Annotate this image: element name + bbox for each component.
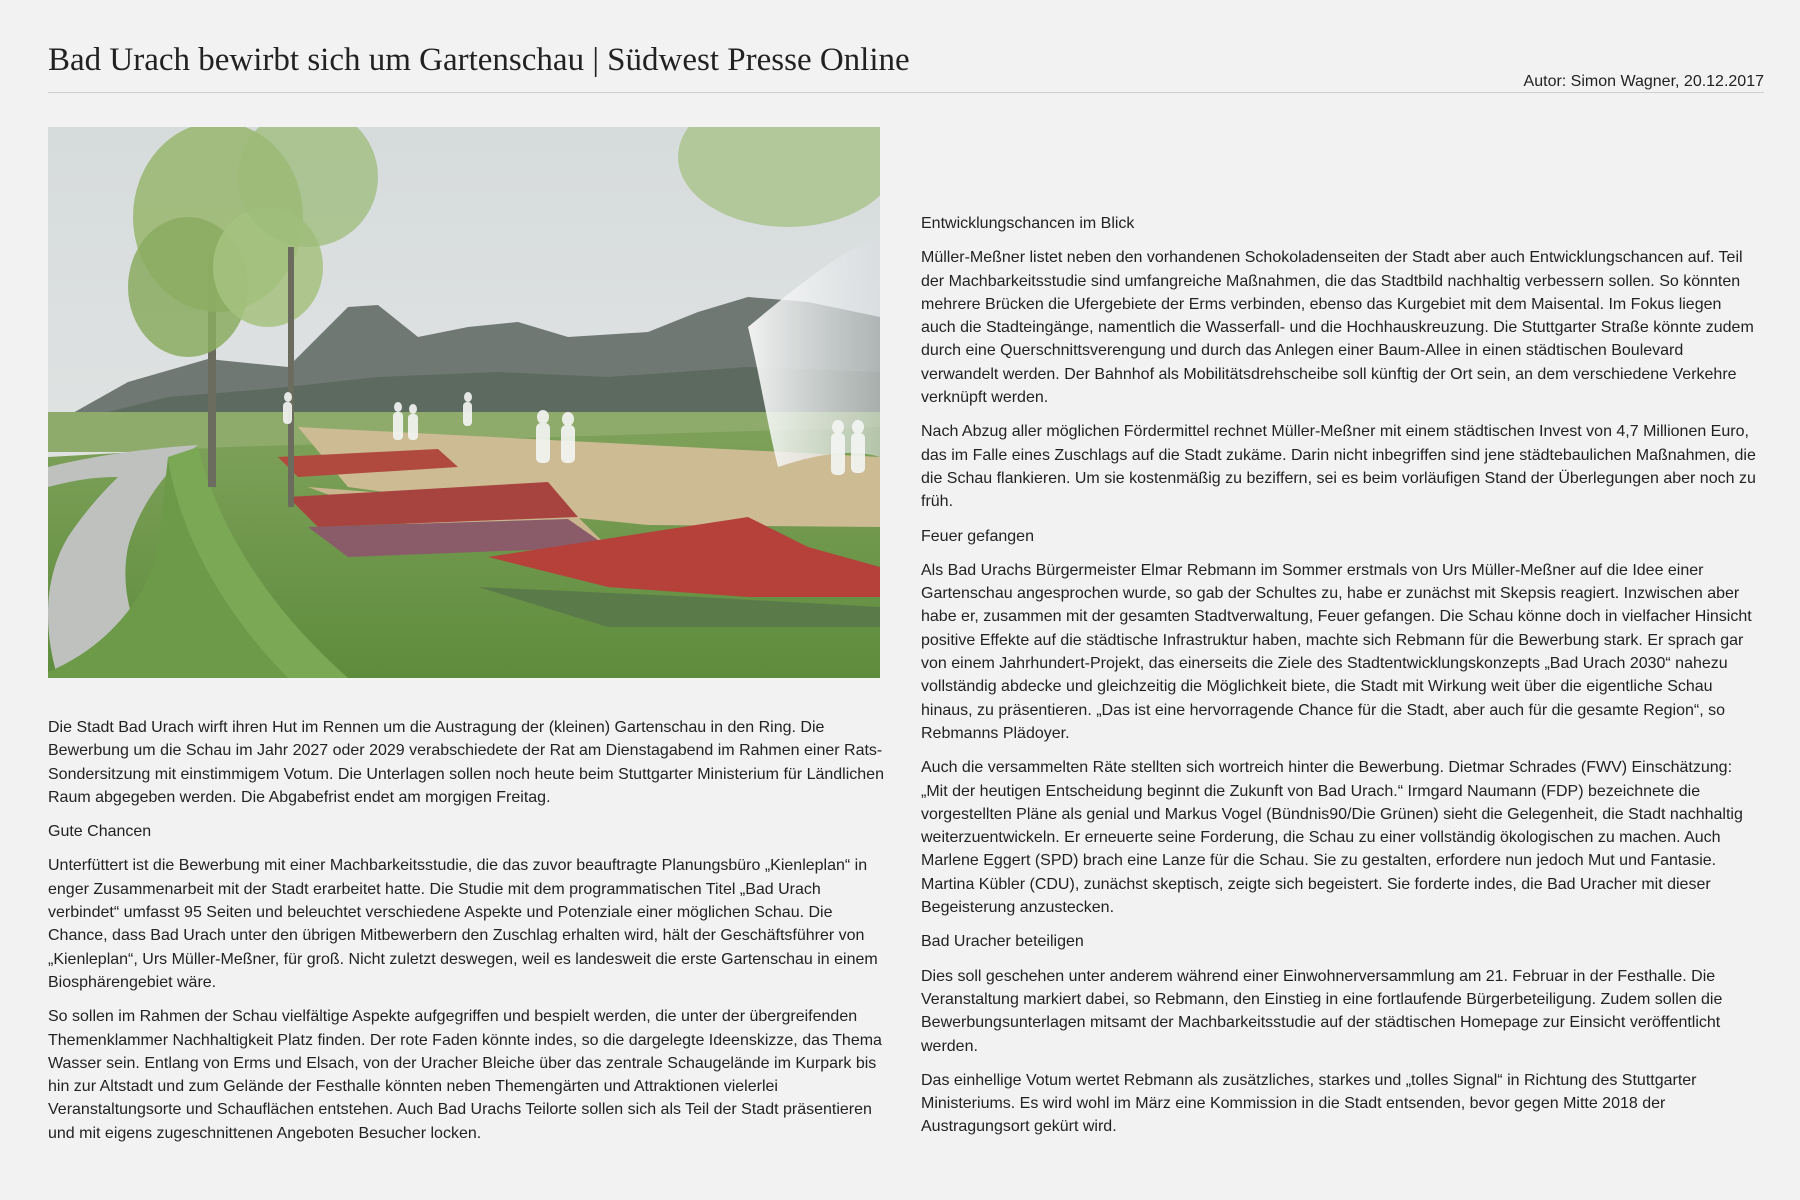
- garden-show-rendering-image: [48, 127, 880, 678]
- paragraph-intro: Die Stadt Bad Urach wirft ihren Hut im Rennen um die Austragung der (kleinen) Gartenschau in den Ring. Die Bewerbung um die Schau im Jahr 2027 oder 2029 verabschiedete der Rat am Dienstagabend im Rahmen einer Rats-Sondersitzung mit einstimmigem Votum. Die Unterlagen sollen noch heute beim Stuttgarter Ministerium für Ländlichen Raum abgegeben werden. Die Abgabefrist endet am morgigen Freitag.: [48, 719, 884, 806]
- paragraph: Müller-Meßner listet neben den vorhandenen Schokoladenseiten der Stadt aber auch Entwicklungschancen auf. Teil der Machbarkeitsstudie sind umfangreiche Maßnahmen, die das Stadtbild nachhaltig verbessern sollen. So könnten mehrere Brücken die Ufergebiete der Erms verbinden, ebenso das Kurgebiet mit dem Maisental. Im Fokus liegen auch die Stadteingänge, namentlich die Wasserfall- und die Hochhauskreuzung. Die Stuttgarter Straße könnte zudem durch eine Querschnittsverengung und durch das Anlegen einer Baum-Allee in einen städtischen Boulevard verwandelt werden. Der Bahnhof als Mobilitätsdrehscheibe soll künftig der Ort sein, an dem verschiedene Verkehre verknüpft werden.: [921, 249, 1754, 407]
- paragraph: Als Bad Urachs Bürgermeister Elmar Rebmann im Sommer erstmals von Urs Müller-Meßner auf die Idee einer Gartenschau angesprochen wurde, so gab der Schultes zu, habe er zunächst mit Skepsis reagiert. Inzwischen aber habe er, zusammen mit der gesamten Stadtverwaltung, Feuer gefangen. Die Schau könne doch in vielfacher Hinsicht positive Effekte auf die städtische Infrastruktur haben, machte sich Rebmann für die Bewerbung stark. Er sprach gar von einem Jahrhundert-Projekt, das einerseits die Ziele des Stadtentwicklungskonzepts „Bad Urach 2030“ nahezu vollständig abdecke und gleichzeitig die Möglichkeit biete, die Stadt mit Wirkung weit über die eigentliche Schau hinaus, zu präsentieren. „Das ist eine hervorragende Chance für die Stadt, aber auch für die gesamte Region“, so Rebmanns Plädoyer.: [921, 561, 1752, 742]
- paragraph: Das einhellige Votum wertet Rebmann als zusätzliches, starkes und „tolles Signal“ in Richtung des Stuttgarter Ministeriums. Es wird wohl im März eine Kommission in die Stadt entsenden, bevor gegen Mitte 2018 der Austragungsort gekürt wird.: [921, 1071, 1697, 1136]
- paragraph: Unterfüttert ist die Bewerbung mit einer Machbarkeitsstudie, die das zuvor beauftragte Planungsbüro „Kienleplan“ in enger Zusammenarbeit mit der Stadt erarbeitet hatte. Die Studie mit dem programmatischen Titel „Bad Urach verbindet“ umfasst 95 Seiten und beleuchtet verschiedene Aspekte und Potenziale einer möglichen Schau. Die Chance, dass Bad Urach unter den übrigen Mitbewerbern den Zuschlag erhalten wird, hält der Geschäftsführer von „Kienleplan“, Urs Müller-Meßner, für groß. Nicht zuletzt deswegen, weil es landesweit die erste Gartenschau in einem Biosphärengebiet wäre.: [48, 857, 878, 991]
- author-date-byline: Autor: Simon Wagner, 20.12.2017: [1523, 73, 1764, 90]
- paragraph: Nach Abzug aller möglichen Fördermittel rechnet Müller-Meßner mit einem städtischen Invest von 4,7 Millionen Euro, das im Falle eines Zuschlags auf die Stadt zukäme. Darin nicht inbegriffen sind jene städtebaulichen Maßnahmen, die die Schau flankieren. Um sie kostenmäßig zu beziffern, sei es beim vorläufigen Stand der Überlegungen aber noch zu früh.: [921, 423, 1756, 511]
- article-column-left: [48, 716, 888, 1156]
- header-divider: [48, 92, 1764, 93]
- subheading-feuer-gefangen: Feuer gefangen: [921, 527, 1034, 545]
- paragraph: Auch die versammelten Räte stellten sich wortreich hinter die Bewerbung. Dietmar Schrades (FWV) Einschätzung: „Mit der heutigen Entscheidung beginnt die Zukunft von Bad Urach.“ Irmgard Naumann (FDP) bezeichnete die vorgestellten Pläne als genial und Markus Vogel (Bündnis90/Die Grünen) sieht die Gelegenheit, die Stadt nachhaltig weiterzuentwickeln. Er erneuerte seine Forderung, die Schau zu einer vollständig ökologischen zu machen. Auch Marlene Eggert (SPD) brach eine Lanze für die Schau. Sie zu gestalten, erfordere nun jedoch Mut und Fantasie. Martina Kübler (CDU), zunächst skeptisch, zeigte sich begeistert. Sie forderte indes, die Bad Uracher mit dieser Begeisterung anzustecken.: [921, 759, 1743, 917]
- subheading-entwicklungschancen: Entwicklungschancen im Blick: [921, 215, 1135, 232]
- article-column-right: [921, 212, 1759, 1150]
- paragraph: So sollen im Rahmen der Schau vielfältige Aspekte aufgegriffen und bespielt werden, die unter der übergreifenden Themenklammer Nachhaltigkeit Platz finden. Der rote Faden könnte indes, so die dargelegte Ideenskizze, das Thema Wasser sein. Entlang von Erms und Elsach, von der Uracher Bleiche über das zentrale Schaugelände im Kurpark bis hin zur Altstadt und zum Gelände der Festhalle könnten neben Themengärten und Attraktionen vielerlei Veranstaltungsorte und Schauflächen entstehen. Auch Bad Urachs Teilorte sollen sich als Teil der Stadt präsentieren und mit eigens zugeschnittenen Angeboten Besucher locken.: [48, 1008, 882, 1142]
- garden-show-rendering-illustration: [48, 127, 880, 678]
- subheading-bad-uracher-beteiligen: Bad Uracher beteiligen: [921, 933, 1084, 951]
- paragraph: Dies soll geschehen unter anderem während einer Einwohnerversammlung am 21. Februar in der Festhalle. Die Veranstaltung markiert dabei, so Rebmann, den Einstieg in eine fortlaufende Bürgerbeteiligung. Zudem sollen die Bewerbungsunterlagen mitsamt der Machbarkeitsstudie auf der städtischen Homepage zur Einsicht veröffentlicht werden.: [921, 967, 1723, 1055]
- subheading-gute-chancen: Gute Chancen: [48, 823, 152, 841]
- article-title: Bad Urach bewirbt sich um Gartenschau | Südwest Presse Online: [48, 42, 910, 78]
